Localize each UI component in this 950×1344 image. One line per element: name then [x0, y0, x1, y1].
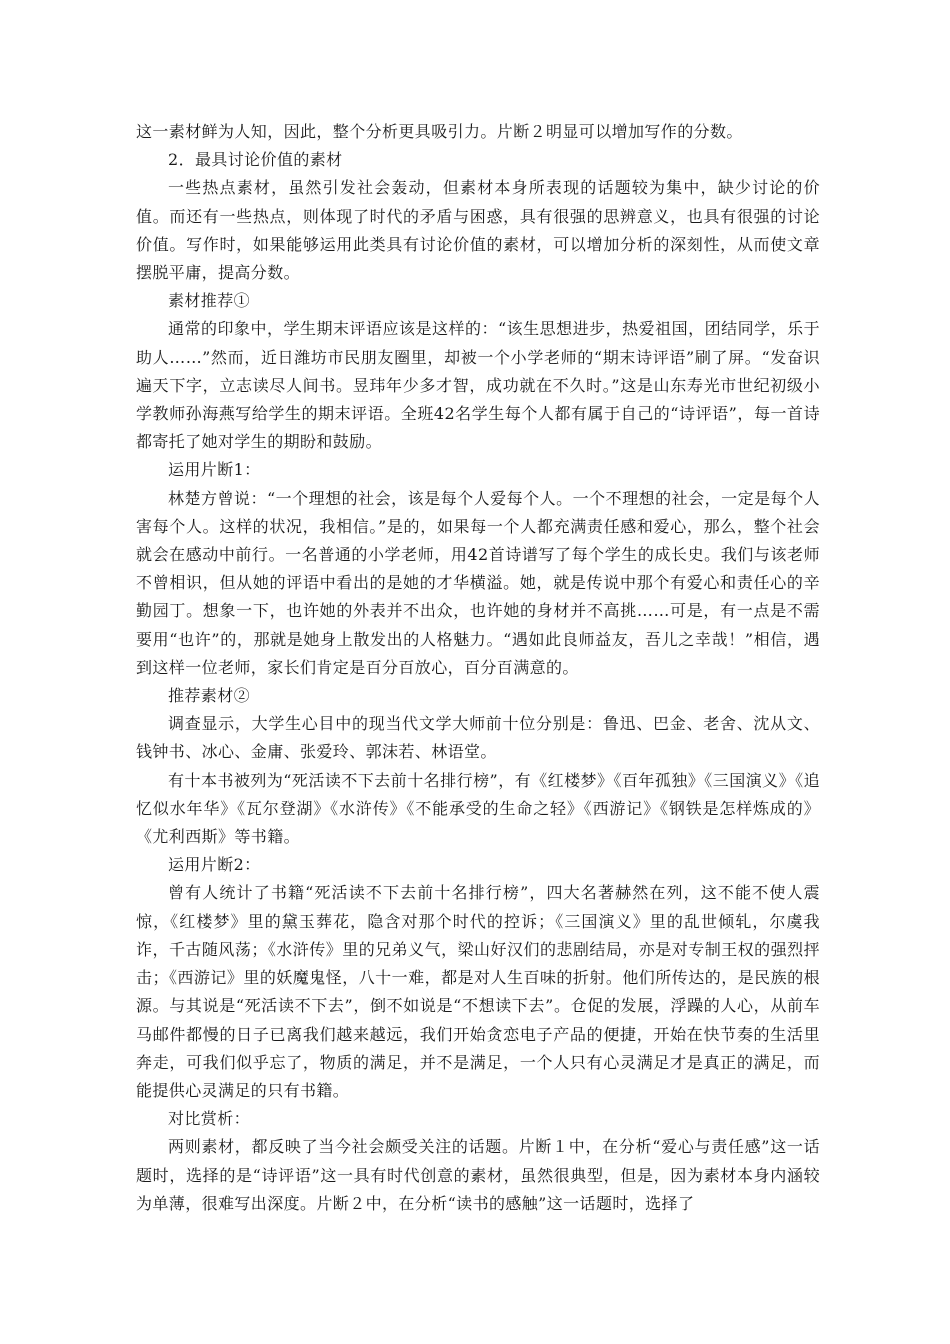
paragraph-fragment-1: 林楚方曾说：“一个理想的社会，该是每个人爱每个人。一个不理想的社会，一定是每个人害每个人。这样的状况，我相信。”是的，如果每一个人都充满责任感和爱心，那么，整个社会就会在感动中前行。一名普通的小学老师，用42首诗谱写了每个学生的成长史。我们与该老师不曾相识，但从她的评语中看出的是她的才华横溢。她，就是传说中那个有爱心和责任心的辛勤园丁。想象一下，也许她的外表并不出众，也许她的身材并不高挑……可是，有一点是不需要用“也许”的，那就是她身上散发出的人格魅力。“遇如此良师益友，吾儿之幸哉！”相信，遇到这样一位老师，家长们肯定是百分百放心，百分百满意的。 — [136, 488, 820, 677]
subheading-material-2: 推荐素材② — [168, 686, 251, 706]
subheading-material-1: 素材推荐① — [168, 291, 251, 311]
section-heading-discussion-value: 2．最具讨论价值的素材 — [168, 150, 343, 170]
paragraph-intro-continuation: 这一素材鲜为人知，因此，整个分析更具吸引力。片断２明显可以增加写作的分数。 — [136, 122, 743, 141]
subheading-fragment-2: 运用片断2： — [168, 855, 261, 875]
subheading-fragment-1: 运用片断1： — [168, 460, 261, 480]
subheading-comparison: 对比赏析： — [168, 1109, 251, 1129]
paragraph-comparison: 两则素材，都反映了当今社会颇受关注的话题。片断１中，在分析“爱心与责任感”这一话题时，选择的是“诗评语”这一具有时代创意的素材，虽然很典型，但是，因为素材本身内涵较为单薄，很难写出深度。片断２中，在分析“读书的感触”这一话题时，选择了 — [136, 1137, 820, 1213]
paragraph-hot-topics: 一些热点素材，虽然引发社会轰动，但素材本身所表现的话题较为集中，缺少讨论的价值。而还有一些热点，则体现了时代的矛盾与困惑，具有很强的思辨意义，也具有很强的讨论价值。写作时，如果能够运用此类具有讨论价值的素材，可以增加分析的深刻性，从而使文章摆脱平庸，提高分数。 — [136, 178, 820, 283]
paragraph-ranking: 有十本书被列为“死活读不下去前十名排行榜”，有《红楼梦》《百年孤独》《三国演义》《追忆似水年华》《瓦尔登湖》《水浒传》《不能承受的生命之轻》《西游记》《钢铁是怎样炼成的》《尤利西斯》等书籍。 — [136, 770, 820, 847]
document-page — [136, 118, 820, 1218]
paragraph-material-1: 通常的印象中，学生期末评语应该是这样的：“该生思想进步，热爱祖国，团结同学，乐于助人……”然而，近日潍坊市民朋友圈里，却被一个小学老师的“期末诗评语”刷了屏。“发奋识遍天下字，立志读尽人间书。昱玮年少多才智，成功就在不久时。”这是山东寿光市世纪初级小学教师孙海燕写给学生的期末评语。全班42名学生每个人都有属于自己的“诗评语”，每一首诗都寄托了她对学生的期盼和鼓励。 — [136, 319, 820, 452]
paragraph-fragment-2: 曾有人统计了书籍“死活读不下去前十名排行榜”，四大名著赫然在列，这不能不使人震惊，《红楼梦》里的黛玉葬花，隐含对那个时代的控诉；《三国演义》里的乱世倾轧，尔虞我诈，千古随风荡；《水浒传》里的兄弟义气，梁山好汉们的悲剧结局，亦是对专制王权的强烈抨击；《西游记》里的妖魔鬼怪，八十一难，都是对人生百味的折射。他们所传达的，是民族的根源。与其说是“死活读不下去”，倒不如说是“不想读下去”。仓促的发展，浮躁的人心，从前车马邮件都慢的日子已离我们越来越远，我们开始贪恋电子产品的便捷，开始在快节奏的生活里奔走，可我们似乎忘了，物质的满足，并不是满足，一个人只有心灵满足才是真正的满足，而能提供心灵满足的只有书籍。 — [136, 883, 820, 1100]
paragraph-survey: 调查显示，大学生心目中的现当代文学大师前十位分别是：鲁迅、巴金、老舍、沈从文、钱钟书、冰心、金庸、张爱玲、郭沫若、林语堂。 — [136, 714, 820, 762]
